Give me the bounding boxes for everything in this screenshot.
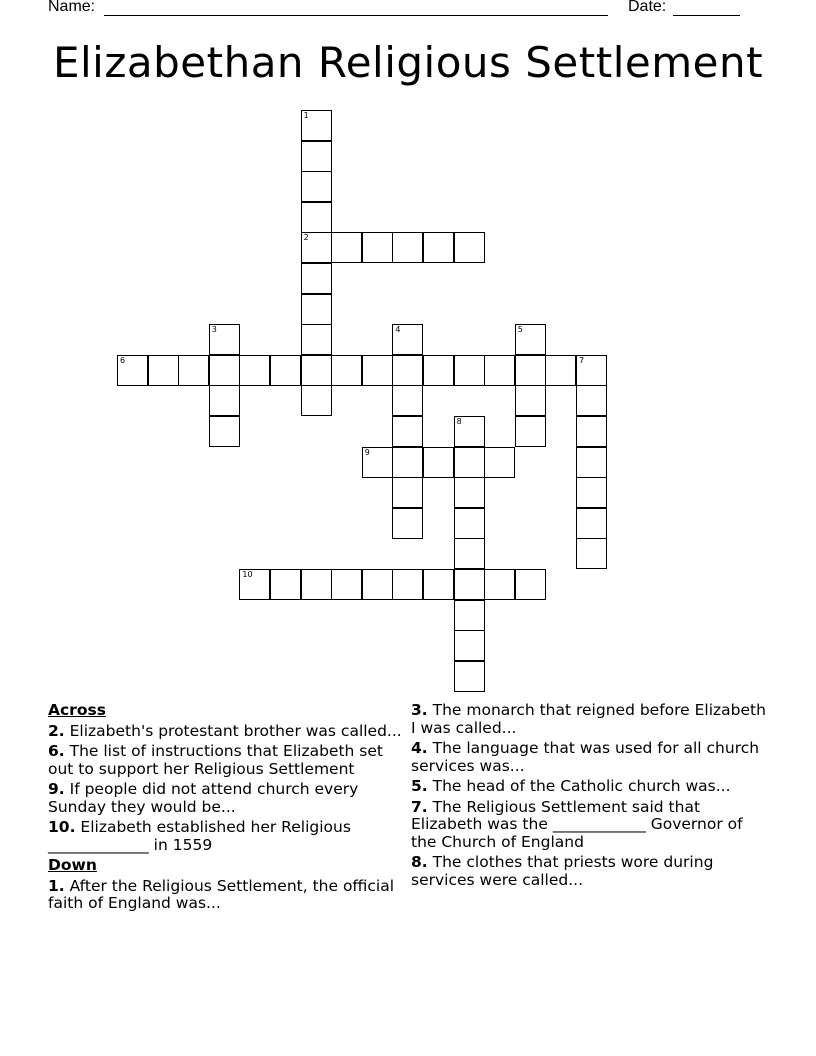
grid-cell[interactable] bbox=[454, 661, 485, 692]
clue-number: 7 bbox=[579, 355, 585, 365]
clue-down-4: 4. The language that was used for all church services was... bbox=[411, 739, 760, 775]
clue-across-2: 2. Elizabeth's protestant brother was called... bbox=[48, 721, 402, 740]
grid-cell[interactable] bbox=[454, 569, 485, 600]
clue-number: 6 bbox=[120, 355, 126, 365]
clues-column-right bbox=[411, 702, 771, 892]
grid-cell[interactable] bbox=[301, 171, 332, 202]
grid-cell[interactable] bbox=[576, 416, 607, 447]
grid-cell[interactable] bbox=[270, 569, 301, 600]
grid-cell[interactable] bbox=[392, 416, 423, 447]
clue-down-5: 5. The head of the Catholic church was... bbox=[411, 777, 731, 795]
clue-down-7: 7. The Religious Settlement said that Elizabeth was the ____________ Governor of the Church of England bbox=[411, 797, 743, 851]
grid-cell[interactable] bbox=[484, 355, 515, 386]
grid-cell[interactable] bbox=[515, 569, 546, 600]
clue-number: 2 bbox=[303, 233, 309, 243]
grid-cell[interactable] bbox=[331, 355, 362, 386]
clue-number: 5 bbox=[517, 325, 523, 335]
grid-cell[interactable] bbox=[392, 569, 423, 600]
grid-cell[interactable] bbox=[576, 508, 607, 539]
grid-cell[interactable] bbox=[301, 294, 332, 325]
across-heading: Across bbox=[48, 701, 106, 719]
grid-cell[interactable] bbox=[209, 416, 240, 447]
grid-cell[interactable] bbox=[515, 416, 546, 447]
grid-cell[interactable] bbox=[148, 355, 179, 386]
clue-down-1: 1. After the Religious Settlement, the official faith of England was... bbox=[48, 876, 395, 912]
grid-cell[interactable] bbox=[392, 385, 423, 416]
grid-cell[interactable] bbox=[301, 355, 332, 386]
clue-number: 10 bbox=[242, 570, 253, 579]
clue-number: 4 bbox=[395, 325, 401, 335]
grid-cell[interactable] bbox=[576, 447, 607, 478]
grid-cell[interactable] bbox=[209, 355, 240, 386]
date-label: Date: bbox=[628, 0, 667, 15]
grid-cell[interactable] bbox=[209, 324, 240, 355]
clue-across-6: 6. The list of instructions that Elizabeth set out to support her Religious Settlement bbox=[48, 742, 383, 778]
grid-cell[interactable] bbox=[301, 324, 332, 355]
grid-cell[interactable] bbox=[515, 355, 546, 386]
grid-cell[interactable] bbox=[392, 324, 423, 355]
grid-cell[interactable] bbox=[454, 232, 485, 263]
page-title: Elizabethan Religious Settlement bbox=[52, 38, 764, 87]
grid-cell[interactable] bbox=[454, 447, 485, 478]
grid-cell[interactable] bbox=[454, 355, 485, 386]
grid-cell[interactable] bbox=[178, 355, 209, 386]
grid-cell[interactable] bbox=[576, 477, 607, 508]
grid-cell[interactable] bbox=[362, 569, 393, 600]
grid-cell[interactable] bbox=[362, 447, 393, 478]
grid-cell[interactable] bbox=[392, 355, 423, 386]
grid-cell[interactable] bbox=[454, 416, 485, 447]
grid-cell[interactable] bbox=[392, 477, 423, 508]
grid-cell[interactable] bbox=[576, 355, 607, 386]
grid-cell[interactable] bbox=[454, 630, 485, 661]
grid-cell[interactable] bbox=[484, 447, 515, 478]
down-heading: Down bbox=[48, 856, 97, 874]
grid-cell[interactable] bbox=[423, 232, 454, 263]
clue-number: 9 bbox=[364, 447, 370, 457]
clue-across-10: 10. Elizabeth established her Religious _____________ in 1559 bbox=[48, 818, 351, 854]
grid-cell[interactable] bbox=[454, 508, 485, 539]
grid-cell[interactable] bbox=[117, 355, 148, 386]
grid-cell[interactable] bbox=[362, 232, 393, 263]
grid-cell[interactable] bbox=[423, 355, 454, 386]
grid-cell[interactable] bbox=[239, 355, 270, 386]
grid-cell[interactable] bbox=[392, 232, 423, 263]
grid-cell[interactable] bbox=[239, 569, 270, 600]
grid-cell[interactable] bbox=[301, 141, 332, 172]
grid-cell[interactable] bbox=[331, 232, 362, 263]
grid-cell[interactable] bbox=[362, 355, 393, 386]
grid-cell[interactable] bbox=[454, 538, 485, 569]
grid-cell[interactable] bbox=[576, 538, 607, 569]
grid-cell[interactable] bbox=[331, 569, 362, 600]
grid-cell[interactable] bbox=[209, 385, 240, 416]
clue-number: 8 bbox=[456, 417, 462, 426]
grid-cell[interactable] bbox=[301, 232, 332, 263]
clue-down-3: 3. The monarch that reigned before Elizabeth I was called... bbox=[411, 701, 766, 737]
clue-down-8: 8. The clothes that priests wore during services were called... bbox=[411, 853, 714, 889]
grid-cell[interactable] bbox=[301, 202, 332, 233]
grid-cell[interactable] bbox=[301, 569, 332, 600]
grid-cell[interactable] bbox=[301, 385, 332, 416]
grid-cell[interactable] bbox=[454, 477, 485, 508]
grid-cell[interactable] bbox=[423, 447, 454, 478]
clue-across-9: 9. If people did not attend church every Sunday they would be... bbox=[48, 780, 359, 816]
clue-number: 1 bbox=[303, 111, 309, 120]
grid-cell[interactable] bbox=[301, 263, 332, 294]
clue-number: 3 bbox=[211, 325, 217, 335]
name-label: Name: bbox=[48, 0, 96, 15]
grid-cell[interactable] bbox=[515, 385, 546, 416]
grid-cell[interactable] bbox=[301, 110, 332, 141]
grid-cell[interactable] bbox=[392, 447, 423, 478]
grid-cell[interactable] bbox=[454, 600, 485, 631]
clues-column-left bbox=[48, 702, 406, 916]
grid-cell[interactable] bbox=[576, 385, 607, 416]
grid-cell[interactable] bbox=[545, 355, 576, 386]
grid-cell[interactable] bbox=[515, 324, 546, 355]
grid-cell[interactable] bbox=[484, 569, 515, 600]
grid-cell[interactable] bbox=[270, 355, 301, 386]
grid-cell[interactable] bbox=[392, 508, 423, 539]
grid-cell[interactable] bbox=[423, 569, 454, 600]
